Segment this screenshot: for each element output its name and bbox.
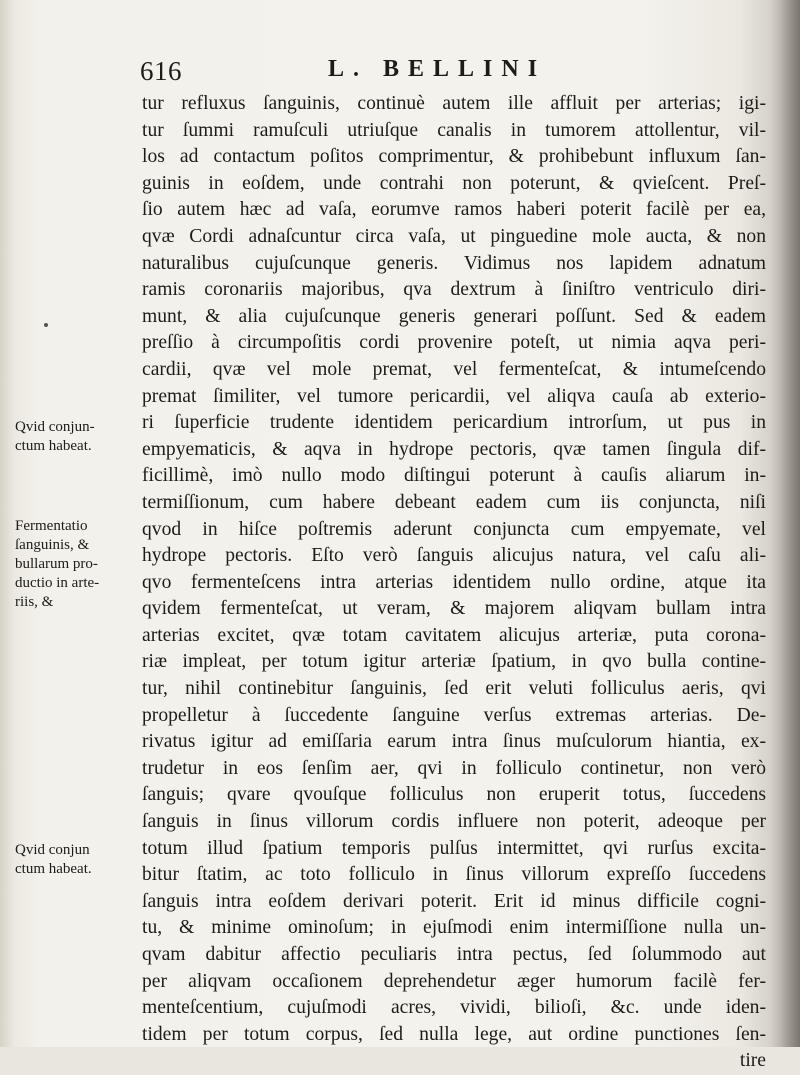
text-line: menteſcentium, cujuſmodi acres, vividi, bilioſi, &c. unde iden-	[142, 997, 766, 1019]
text-line: ficillimè, imò nullo modo diſtingui poterunt à cauſis aliarum in-	[142, 465, 766, 487]
text-line: guinis in eoſdem, unde contrahi non poterunt, & qvieſcent. Preſ-	[142, 172, 766, 194]
text-line: preſſio à circumpoſitis cordi provenire poteſt, ut nimia aqva peri-	[142, 332, 766, 354]
text-line: tidem per totum corpus, ſed nulla lege, aut ordine punctiones ſen-	[142, 1023, 766, 1045]
margin-note-line: bullarum pro-	[15, 556, 98, 572]
text-line: ramis coronariis majoribus, qva dextrum à ſiniſtro ventriculo diri-	[142, 279, 766, 301]
ink-speck	[44, 323, 48, 327]
margin-note-qvid-conjunctum-2	[15, 841, 143, 879]
text-line: ſio autem hæc ad vaſa, eorumve ramos haberi poterit facilè per ea,	[142, 199, 766, 221]
margin-note-qvid-conjunctum-1	[15, 418, 143, 456]
page-header	[140, 52, 700, 92]
text-line: riæ impleat, per totum igitur arteriæ ſpatium, in qvo bulla contine-	[142, 651, 766, 673]
text-line: hydrope pectoris. Eſto verò ſanguis alicujus natura, vel caſu ali-	[142, 545, 766, 567]
text-line: propelletur à ſuccedente ſanguine verſus extremas arterias. De-	[142, 704, 766, 726]
text-line: arterias excitet, qvæ totam cavitatem alicujus arteriæ, puta corona-	[142, 624, 766, 646]
margin-note-line: riis, &	[15, 594, 54, 610]
running-head: L. BELLINI	[328, 56, 547, 82]
text-line: rivatus igitur ad emiſſaria earum intra ſinus muſculorum hiantia, ex-	[142, 731, 766, 753]
page-number: 616	[140, 56, 182, 86]
text-line: munt, & alia cujuſcunque generis generari poſſunt. Sed & eadem	[142, 305, 766, 327]
text-line: ſanguis in ſinus villorum cordis influere non poterit, adeoque per	[142, 811, 766, 833]
margin-note-fermentatio	[15, 517, 143, 612]
margin-note-line: Qvid conjun	[15, 842, 90, 858]
text-line: los ad contactum poſitos comprimentur, & prohibebunt influxum ſan-	[142, 146, 766, 168]
margin-note-line: Qvid conjun-	[15, 419, 95, 435]
text-line: premat ſimiliter, vel tumore pericardii, vel aliqva cauſa ab exterio-	[142, 385, 766, 407]
text-line: totum illud ſpatium temporis pulſus intermittet, qvi rurſus excita-	[142, 837, 766, 859]
catchword: tire	[739, 1050, 766, 1072]
text-line: termiſſionum, cum habere debeant eadem cum iis conjuncta, niſi	[142, 491, 766, 513]
margin-note-line: ctum habeat.	[15, 861, 92, 877]
text-line: trudetur in eos ſenſim aer, qvi in folliculo continetur, non verò	[142, 757, 766, 779]
text-line: qvæ Cordi adnaſcuntur circa vaſa, ut pinguedine mole aucta, & non	[142, 225, 766, 247]
page-gutter-shadow	[770, 0, 800, 1047]
text-line: ſanguis intra eoſdem derivari poterit. Erit id minus difficile cogni-	[142, 890, 766, 912]
text-line: per aliqvam occaſionem deprehendetur æger humorum facilè fer-	[142, 970, 766, 992]
margin-note-line: ſanguinis, &	[15, 537, 90, 553]
margin-note-line: Fermentatio	[15, 518, 88, 534]
text-line: tu, & minime ominoſum; in ejuſmodi enim intermiſſione nulla un-	[142, 917, 766, 939]
text-line: qvam dabitur affectio peculiaris intra pectus, ſed ſolummodo aut	[142, 944, 766, 965]
text-line: naturalibus cujuſcunque generis. Vidimus nos lapidem adnatum	[142, 252, 766, 274]
text-line: qvod in hiſce poſtremis aderunt conjuncta cum empyemate, vel	[142, 518, 766, 540]
text-line: empyematicis, & aqva in hydrope pectoris, qvæ tamen ſingula dif-	[142, 438, 766, 460]
margin-note-line: ductio in arte-	[15, 575, 100, 591]
margin-note-line: ctum habeat.	[15, 438, 92, 454]
text-line: ſanguis; qvare qvouſque folliculus non eruperit totus, ſuccedens	[142, 784, 766, 806]
text-line: bitur ſtatim, ac toto folliculo in ſinus villorum expreſſo ſuccedens	[142, 864, 766, 886]
text-line: ri ſuperficie trudente identidem pericardium introrſum, ut pus in	[142, 412, 766, 434]
text-line: cardii, qvæ vel mole premat, vel fermenteſcat, & intumeſcendo	[142, 358, 766, 380]
text-line: qvo fermenteſcens intra arterias identidem nullo ordine, atque ita	[142, 571, 766, 593]
text-line: tur ſummi ramuſculi utriuſque canalis in tumorem attollentur, vil-	[142, 119, 766, 141]
text-line: tur refluxus ſanguinis, continuè autem ille affluit per arterias; igi-	[142, 93, 766, 114]
body-text	[142, 91, 766, 1075]
text-line: qvidem fermenteſcat, ut veram, & majorem aliqvam bullam intra	[142, 598, 766, 620]
text-line: tur, nihil continebitur ſanguinis, ſed erit veluti folliculus aeris, qvi	[142, 678, 766, 700]
